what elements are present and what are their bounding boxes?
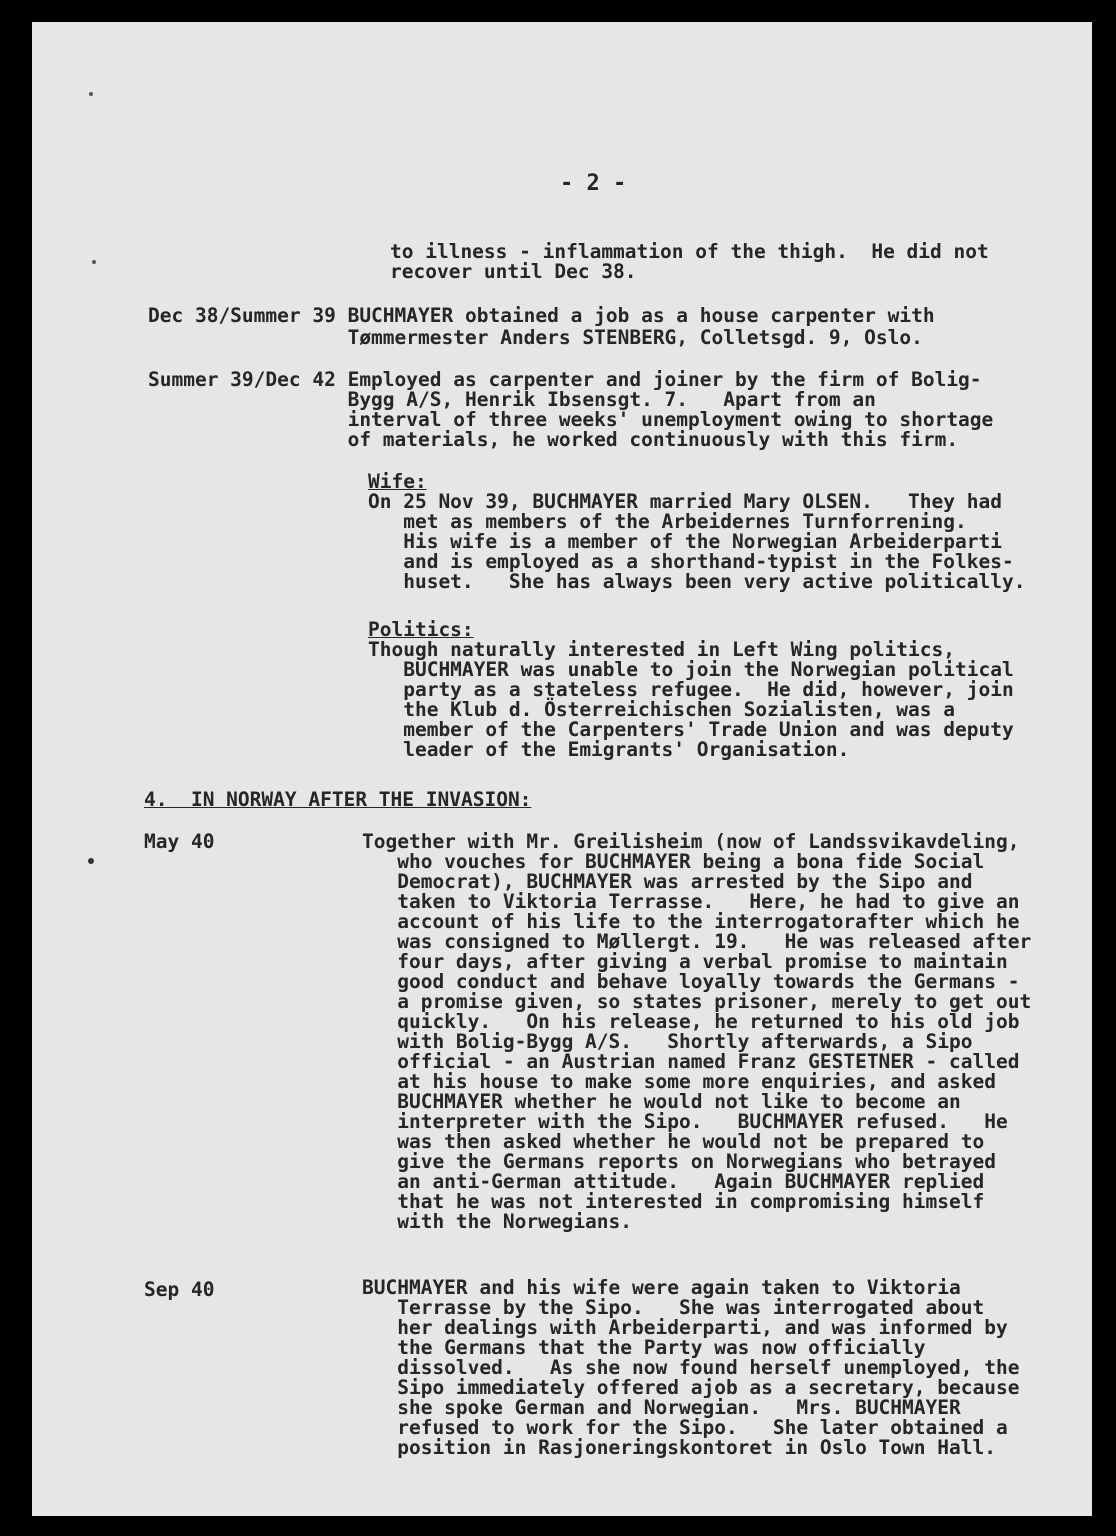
entry-line: Tømmermester Anders STENBERG, Colletsgd. 9, Oslo. <box>148 326 923 349</box>
sep40-line: dissolved. As she now found herself unemployed, the <box>362 1356 1020 1379</box>
may40-line: Democrat), BUCHMAYER was arrested by the Sipo and <box>362 870 973 893</box>
may40-line: was then asked whether he would not be prepared to <box>362 1130 985 1153</box>
sep40-line: Sipo immediately offered ajob as a secretary, because <box>362 1376 1020 1399</box>
page-number: - 2 - <box>560 171 627 196</box>
wife-heading: Wife: <box>368 470 427 493</box>
wife-line: huset. She has always been very active politically. <box>368 570 1026 593</box>
may40-line: four days, after giving a verbal promise to maintain <box>362 950 1008 973</box>
sep40-line: Terrasse by the Sipo. She was interrogated about <box>362 1296 985 1319</box>
typed-text <box>32 22 1092 1516</box>
margin-dot <box>92 260 96 264</box>
wife-line: and is employed as a shorthand-typist in the Folkes- <box>368 550 1014 573</box>
may40-line: Together with Mr. Greilisheim (now of Landssvikavdeling, <box>362 830 1020 853</box>
entry-line: Dec 38/Summer 39 BUCHMAYER obtained a job as a house carpenter with <box>148 304 935 327</box>
may40-line: taken to Viktoria Terrasse. Here, he had to give an <box>362 890 1020 913</box>
sep40-line: the Germans that the Party was now officially <box>362 1336 926 1359</box>
document-page <box>32 22 1092 1516</box>
entry-date: May 40 <box>144 830 215 853</box>
politics-line: Though naturally interested in Left Wing politics, <box>368 638 955 661</box>
may40-line: with Bolig-Bygg A/S. Shortly afterwards, a Sipo <box>362 1030 973 1053</box>
politics-heading: Politics: <box>368 618 474 641</box>
may40-line: quickly. On his release, he returned to his old job <box>362 1010 1020 1033</box>
wife-line: met as members of the Arbeidernes Turnforrening. <box>368 510 967 533</box>
may40-line: was consigned to Møllergt. 19. He was released after <box>362 930 1032 953</box>
may40-line: at his house to make some more enquiries, and asked <box>362 1070 996 1093</box>
politics-line: member of the Carpenters' Trade Union and was deputy <box>368 718 1014 741</box>
may40-line: good conduct and behave loyally towards the Germans - <box>362 970 1020 993</box>
may40-line: give the Germans reports on Norwegians who betrayed <box>362 1150 996 1173</box>
may40-line: with the Norwegians. <box>362 1210 633 1233</box>
wife-line: His wife is a member of the Norwegian Arbeiderparti <box>368 530 1002 553</box>
may40-line: a promise given, so states prisoner, merely to get out <box>362 990 1032 1013</box>
may40-line: who vouches for BUCHMAYER being a bona fide Social <box>362 850 985 873</box>
may40-line: account of his life to the interrogatorafter which he <box>362 910 1020 933</box>
entry-date: Sep 40 <box>144 1278 215 1301</box>
sep40-line: position in Rasjoneringskontoret in Oslo Town Hall. <box>362 1436 996 1459</box>
may40-line: that he was not interested in compromising himself <box>362 1190 985 1213</box>
margin-dot <box>88 858 94 864</box>
intro-line: to illness - inflammation of the thigh. He did not <box>390 240 989 263</box>
sep40-line: BUCHMAYER and his wife were again taken to Viktoria <box>362 1276 961 1299</box>
wife-line: On 25 Nov 39, BUCHMAYER married Mary OLSEN. They had <box>368 490 1002 513</box>
may40-line: official - an Austrian named Franz GESTETNER - called <box>362 1050 1020 1073</box>
entry-line: Summer 39/Dec 42 Employed as carpenter and joiner by the firm of Bolig- <box>148 368 982 391</box>
may40-line: interpreter with the Sipo. BUCHMAYER refused. He <box>362 1110 1008 1133</box>
entry-line: of materials, he worked continuously with this firm. <box>148 428 959 451</box>
may40-line: BUCHMAYER whether he would not like to become an <box>362 1090 961 1113</box>
politics-line: the Klub d. Österreichischen Sozialisten, was a <box>368 698 955 721</box>
sep40-line: she spoke German and Norwegian. Mrs. BUCHMAYER <box>362 1396 961 1419</box>
entry-line: Bygg A/S, Henrik Ibsensgt. 7. Apart from an <box>148 388 876 411</box>
sep40-line: refused to work for the Sipo. She later obtained a <box>362 1416 1008 1439</box>
politics-line: leader of the Emigrants' Organisation. <box>368 738 850 761</box>
intro-line: recover until Dec 38. <box>390 260 637 283</box>
politics-line: BUCHMAYER was unable to join the Norwegian political <box>368 658 1014 681</box>
entry-line: interval of three weeks' unemployment owing to shortage <box>148 408 994 431</box>
politics-line: party as a stateless refugee. He did, however, join <box>368 678 1014 701</box>
may40-line: an anti-German attitude. Again BUCHMAYER replied <box>362 1170 985 1193</box>
sep40-line: her dealings with Arbeiderparti, and was informed by <box>362 1316 1008 1339</box>
section-heading: 4. IN NORWAY AFTER THE INVASION: <box>144 788 532 811</box>
margin-dot <box>89 92 93 96</box>
